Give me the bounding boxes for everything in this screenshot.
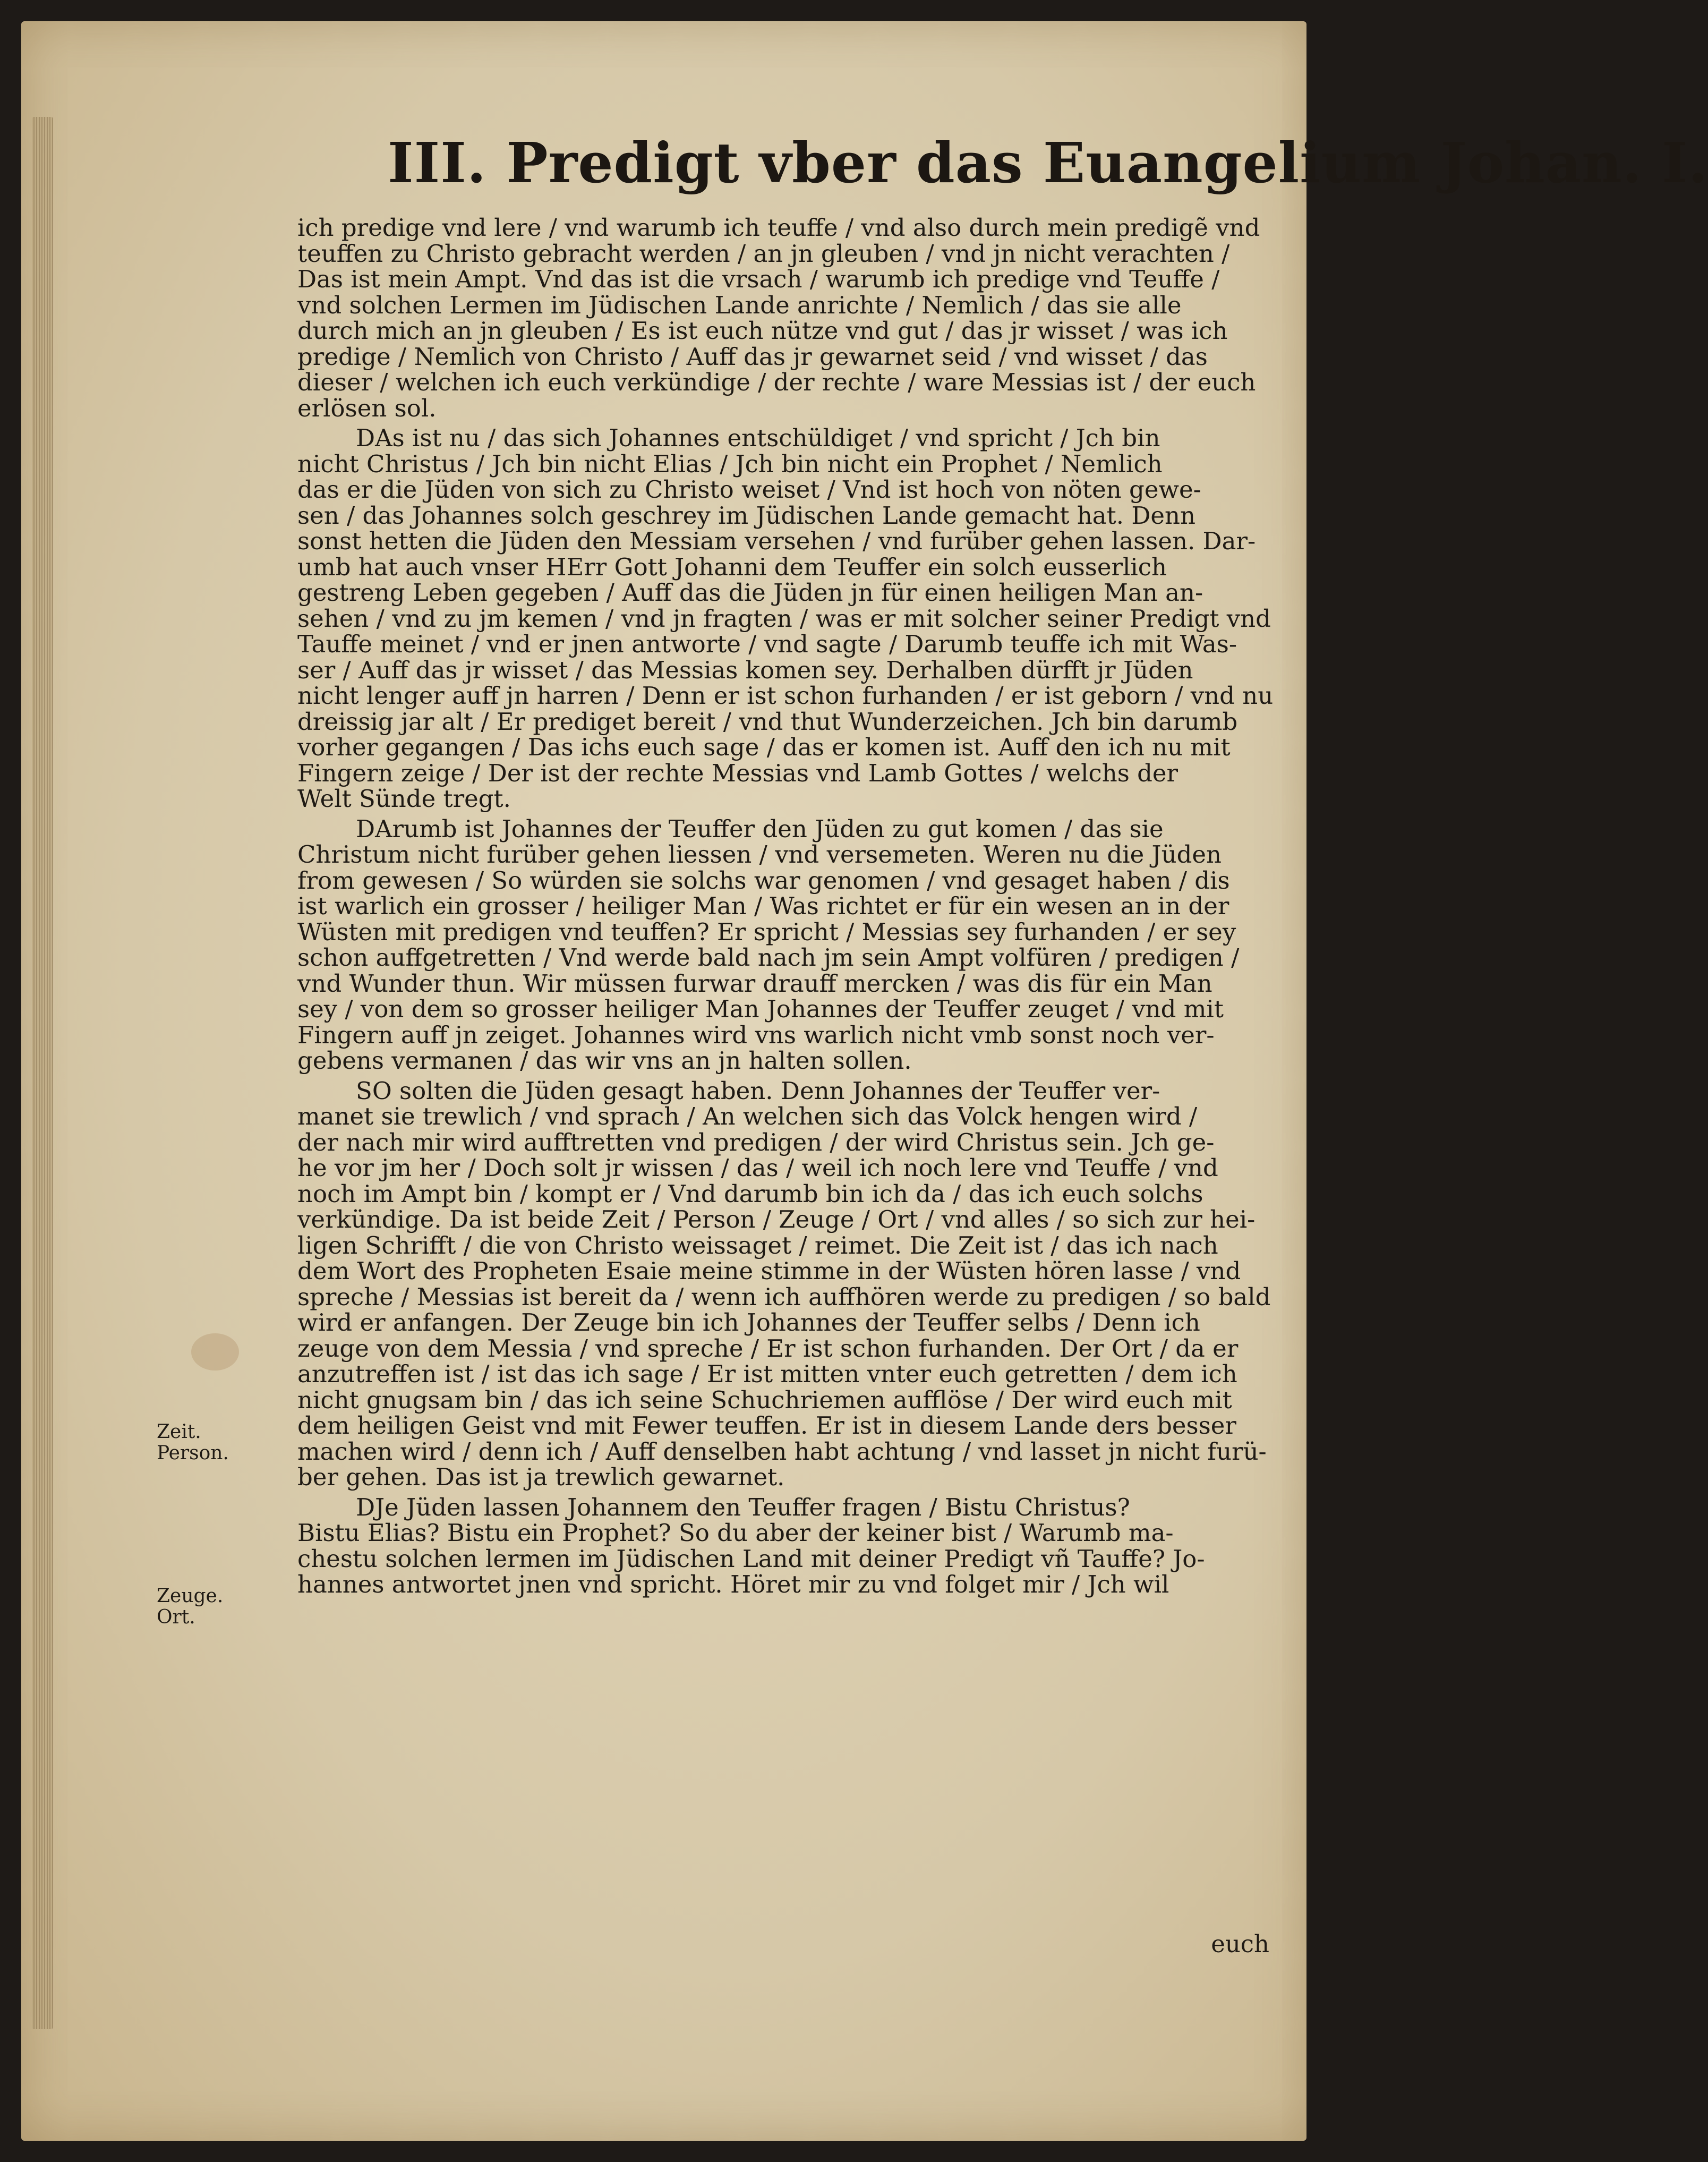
text-line: Wüsten mit predigen vnd teuffen? Er spricht / Messias sey furhanden / er sey	[297, 917, 1236, 946]
paper-stain	[191, 1333, 239, 1371]
running-head: III. Predigt vber das Euangelium Johan. I.	[388, 130, 1708, 195]
text-line: dreissig jar alt / Er prediget bereit / vnd thut Wunderzeichen. Jch bin darumb	[297, 707, 1238, 736]
text-line: nicht lenger auff jn harren / Denn er ist schon furhanden / er ist geborn / vnd nu	[297, 682, 1274, 710]
text-line: ist warlich ein grosser / heiliger Man / Was richtet er für ein wesen an in der	[297, 892, 1229, 920]
text-line: ser / Auff das jr wisset / das Messias komen sey. Derhalben dürfft jr Jüden	[297, 656, 1193, 684]
paragraph	[297, 215, 1275, 421]
text-line: teuffen zu Christo gebracht werden / an jn gleuben / vnd jn nicht verachten /	[297, 239, 1230, 268]
text-line: ligen Schrifft / die von Christo weissaget / reimet. Die Zeit ist / das ich nach	[297, 1231, 1218, 1259]
text-line: Tauffe meinet / vnd er jnen antworte / vnd sagte / Darumb teuffe ich mit Was-	[297, 630, 1237, 658]
text-line: sey / von dem so grosser heiliger Man Johannes der Teuffer zeuget / vnd mit	[297, 995, 1224, 1023]
text-line: sen / das Johannes solch geschrey im Jüdischen Lande gemacht hat. Denn	[297, 501, 1195, 530]
text-line: Welt Sünde tregt.	[297, 785, 511, 813]
paragraph	[297, 816, 1275, 1074]
text-line: der nach mir wird aufftretten vnd predigen / der wird Christus sein. Jch ge-	[297, 1128, 1215, 1156]
book-page	[21, 21, 1708, 2141]
text-line: erlösen sol.	[297, 394, 437, 422]
text-line: gestreng Leben gegeben / Auff das die Jüden jn für einen heiligen Man an-	[297, 578, 1203, 607]
text-line: machen wird / denn ich / Auff denselben habt achtung / vnd lasset jn nicht furü-	[297, 1437, 1267, 1466]
text-line: ber gehen. Das ist ja trewlich gewarnet.	[297, 1463, 785, 1491]
text-line: umb hat auch vnser HErr Gott Johanni dem Teuffer ein solch eusserlich	[297, 552, 1167, 581]
text-line: vnd Wunder thun. Wir müssen furwar drauff mercken / was dis für ein Man	[297, 969, 1212, 998]
text-line: dem Wort des Propheten Esaie meine stimme in der Wüsten hören lasse / vnd	[297, 1257, 1241, 1285]
text-line: verkündige. Da ist beide Zeit / Person / Zeuge / Ort / vnd alles / so sich zur hei-	[297, 1205, 1256, 1233]
text-line: Das ist mein Ampt. Vnd das ist die vrsach / warumb ich predige vnd Teuffe /	[297, 265, 1220, 293]
margin-note-zeuge-ort: Zeuge. Ort.	[157, 1585, 224, 1628]
text-line: ich predige vnd lere / vnd warumb ich teuffe / vnd also durch mein predigẽ vnd	[297, 214, 1260, 242]
text-line: vorher gegangen / Das ichs euch sage / das er komen ist. Auff den ich nu mit	[297, 733, 1231, 761]
text-line: Fingern zeige / Der ist der rechte Messias vnd Lamb Gottes / welchs der	[297, 759, 1178, 787]
text-line: schon auffgetretten / Vnd werde bald nach jm sein Ampt volfüren / predigen /	[297, 943, 1240, 972]
text-line: Bistu Elias? Bistu ein Prophet? So du aber der keiner bist / Warumb ma-	[297, 1519, 1174, 1547]
text-line: manet sie trewlich / vnd sprach / An welchen sich das Volck hengen wird /	[297, 1102, 1198, 1130]
page-edges	[32, 117, 53, 2029]
paragraph	[297, 1495, 1275, 1598]
text-line: dem heiligen Geist vnd mit Fewer teuffen. Er ist in diesem Lande ders besser	[297, 1411, 1236, 1440]
text-line: DJe Jüden lassen Johannem den Teuffer fragen / Bistu Christus?	[356, 1493, 1130, 1521]
text-line: wird er anfangen. Der Zeuge bin ich Johannes der Teuffer selbs / Denn ich	[297, 1308, 1200, 1337]
text-line: gebens vermanen / das wir vns an jn halten sollen.	[297, 1046, 912, 1075]
text-line: das er die Jüden von sich zu Christo weiset / Vnd ist hoch von nöten gewe-	[297, 475, 1201, 504]
text-line: zeuge von dem Messia / vnd spreche / Er ist schon furhanden. Der Ort / da er	[297, 1334, 1239, 1363]
text-line: SO solten die Jüden gesagt haben. Denn Johannes der Teuffer ver-	[356, 1076, 1160, 1105]
paragraph	[297, 425, 1275, 812]
text-line: nicht gnugsam bin / das ich seine Schuchriemen aufflöse / Der wird euch mit	[297, 1385, 1232, 1414]
text-line: chestu solchen lermen im Jüdischen Land mit deiner Predigt vñ Tauffe? Jo-	[297, 1544, 1205, 1573]
text-line: DAs ist nu / das sich Johannes entschüldiget / vnd spricht / Jch bin	[356, 424, 1160, 452]
paragraph	[297, 1078, 1275, 1491]
catchword: euch	[1211, 1930, 1269, 1958]
text-line: predige / Nemlich von Christo / Auff das jr gewarnet seid / vnd wisset / das	[297, 342, 1208, 371]
text-line: noch im Ampt bin / kompt er / Vnd darumb bin ich da / das ich euch solchs	[297, 1179, 1203, 1208]
text-line: sonst hetten die Jüden den Messiam versehen / vnd furüber gehen lassen. Dar-	[297, 527, 1256, 555]
text-line: sehen / vnd zu jm kemen / vnd jn fragten / was er mit solcher seiner Predigt vnd	[297, 604, 1271, 633]
text-line: dieser / welchen ich euch verkündige / der rechte / ware Messias ist / der euch	[297, 368, 1256, 396]
margin-note-zeit-person: Zeit. Person.	[157, 1421, 229, 1464]
text-line: hannes antwortet jnen vnd spricht. Höret mir zu vnd folget mir / Jch wil	[297, 1570, 1169, 1598]
text-line: anzutreffen ist / ist das ich sage / Er ist mitten vnter euch getretten / dem ich	[297, 1360, 1237, 1388]
text-line: spreche / Messias ist bereit da / wenn ich auffhören werde zu predigen / so bald	[297, 1282, 1271, 1311]
catchword-block	[297, 1931, 1275, 1957]
text-line: DArumb ist Johannes der Teuffer den Jüden zu gut komen / das sie	[356, 814, 1164, 843]
text-line: vnd solchen Lermen im Jüdischen Lande anrichte / Nemlich / das sie alle	[297, 291, 1182, 319]
text-line: he vor jm her / Doch solt jr wissen / das / weil ich noch lere vnd Teuffe / vnd	[297, 1154, 1218, 1182]
text-line: Fingern auff jn zeiget. Johannes wird vns warlich nicht vmb sonst noch ver-	[297, 1020, 1215, 1049]
text-line: Christum nicht furüber gehen liessen / vnd versemeten. Weren nu die Jüden	[297, 840, 1222, 869]
text-line: durch mich an jn gleuben / Es ist euch nütze vnd gut / das jr wisset / was ich	[297, 317, 1228, 345]
text-line: nicht Christus / Jch bin nicht Elias / Jch bin nicht ein Prophet / Nemlich	[297, 449, 1163, 478]
body-text	[297, 215, 1275, 1598]
text-line: from gewesen / So würden sie solchs war genomen / vnd gesaget haben / dis	[297, 866, 1230, 895]
